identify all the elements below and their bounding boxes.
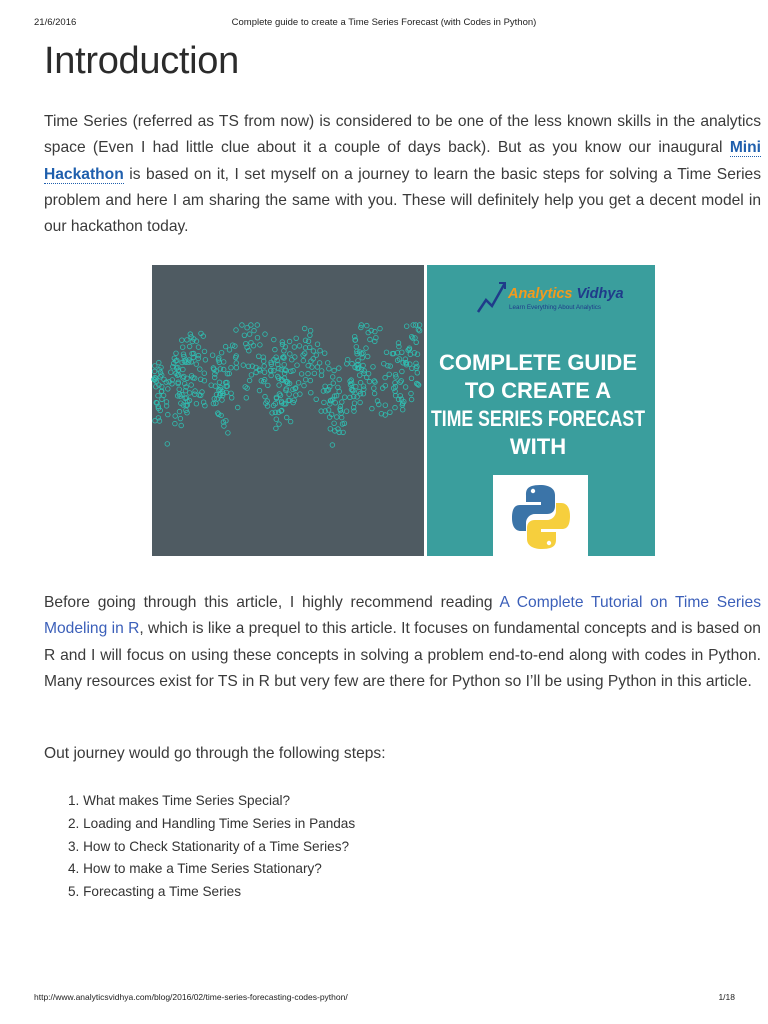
article-banner-image [152, 265, 655, 556]
banner-divider [424, 265, 427, 556]
banner-title-line-1: COMPLETE GUIDE [438, 350, 638, 375]
banner-title-line-3: TIME SERIES FORECAST [431, 406, 646, 431]
steps-list [68, 790, 355, 904]
logo-brand-analytics: Analytics [508, 286, 573, 302]
section-heading: Introduction [44, 40, 239, 82]
intro-text-2: is based on it, I set myself on a journey to learn the basic steps for solving a Time Series problem and here I am sharing the same with you. These will definitely help you get a decent model in our hackathon today. [44, 165, 761, 236]
page-header-date: 21/6/2016 [34, 17, 77, 28]
logo-brand-vidhya: Vidhya [572, 286, 624, 302]
svg-text:Analytics Vidhya [507, 286, 624, 302]
page-footer-url: http://www.analyticsvidhya.com/blog/2016/02/time-series-forecasting-codes-python/ [34, 992, 348, 1002]
journey-intro: Out journey would go through the following steps: [44, 745, 386, 762]
banner-title-line-4: WITH [509, 434, 567, 459]
banner-title-line-2: TO CREATE A [464, 378, 612, 403]
page-footer-page-number: 1/18 [718, 992, 735, 1002]
step-item: 3. How to Check Stationarity of a Time Series? [68, 838, 350, 854]
tutorial-r-link[interactable]: A Complete Tutorial on Time Series Modeling in R [44, 594, 761, 638]
page-header-title: Complete guide to create a Time Series Forecast (with Codes in Python) [231, 17, 537, 28]
prereq-text-2: , which is like a prequel to this article. It focuses on fundamental concepts and is based on R and I will focus on using these concepts in solving a problem end-to-end along with codes in Python. Many resources exist for TS in R but very few are there for Python so I’ll be using Python in this article. [44, 620, 761, 690]
mini-hackathon-link[interactable]: Mini Hackathon [44, 139, 761, 183]
step-item: 1. What makes Time Series Special? [68, 793, 291, 808]
intro-text-1: Time Series (referred as TS from now) is considered to be one of the less known skills in the analytics space (Even I had little clue about it a couple of days back). But as you know our inaugural [44, 113, 761, 157]
step-item: 5. Forecasting a Time Series [68, 884, 242, 900]
banner-left-panel [152, 265, 424, 556]
prerequisite-paragraph [44, 590, 761, 695]
step-item: 4. How to make a Time Series Stationary? [68, 861, 322, 877]
intro-paragraph [44, 109, 761, 240]
step-item: 2. Loading and Handling Time Series in Pandas [68, 815, 356, 831]
prereq-text-1: Before going through this article, I highly recommend reading [44, 594, 500, 611]
logo-tagline: Learn Everything About Analytics [509, 304, 602, 311]
